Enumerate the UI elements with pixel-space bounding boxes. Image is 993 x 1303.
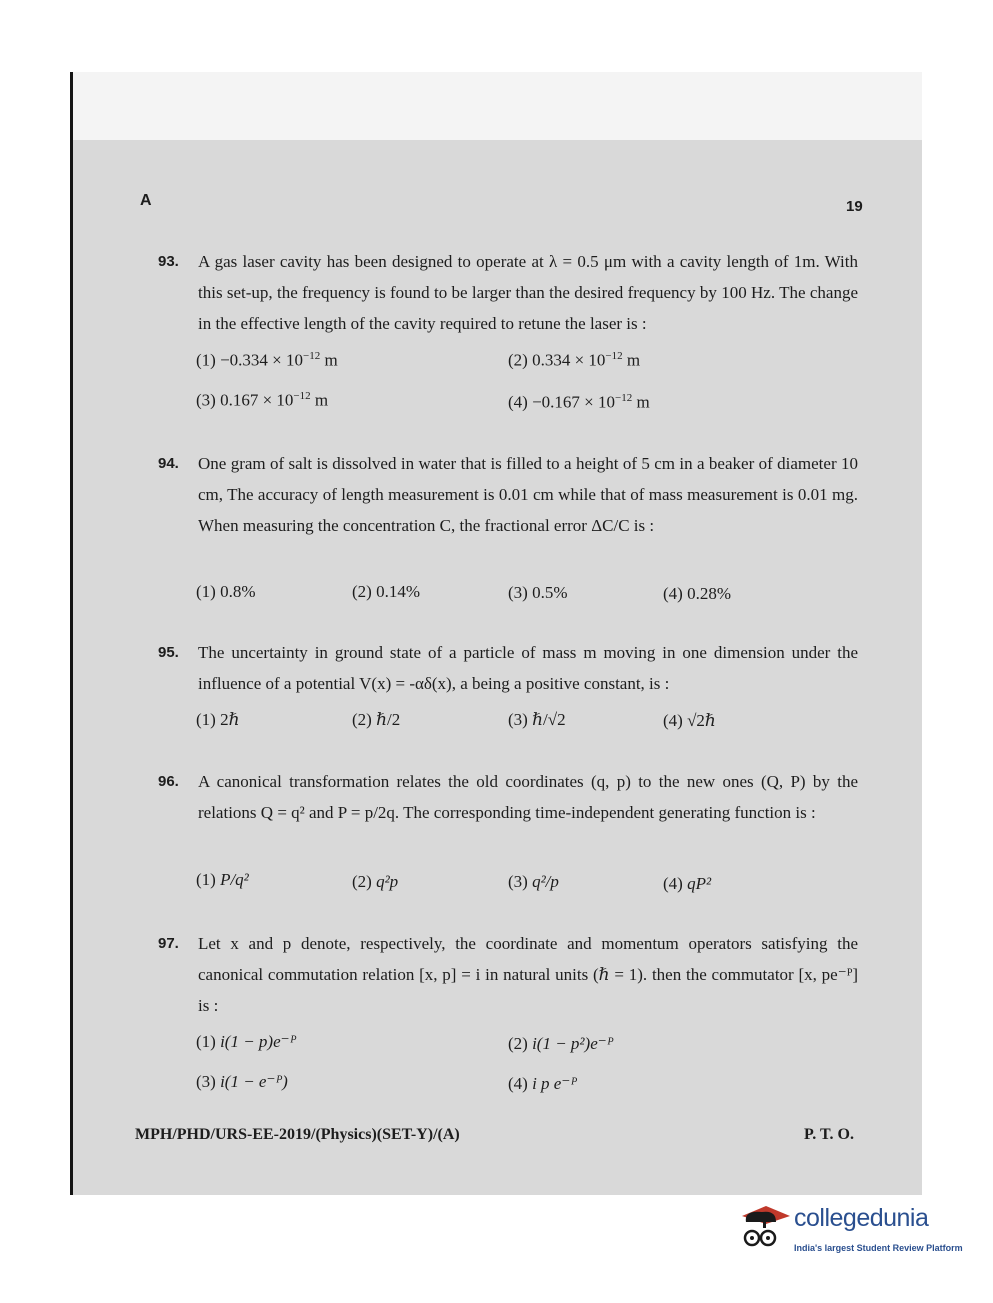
option: (4) √2ℏ [663,711,716,730]
option: (4) i p e⁻ᴾ [508,1074,577,1093]
set-letter: A [140,192,152,209]
option: (3) 0.5% [508,583,568,602]
exam-code: MPH/PHD/URS-EE-2019/(Physics)(SET-Y)/(A) [135,1126,460,1143]
page-top-margin [72,72,922,142]
question-number: 96. [158,773,179,790]
question-number: 94. [158,455,179,472]
collegedunia-logo [736,1198,966,1262]
question-text: Let x and p denote, respectively, the coordinate and momentum operators satisfying the canonical commutation relation [x, p] = i in natural units (ℏ = 1). then the commutator [x, pe⁻ᴾ] is : [198,934,858,1015]
logo-name: collegedunia [794,1204,929,1232]
option: (1) 0.8% [196,582,256,601]
option: (2) ℏ/2 [352,710,401,729]
option: (2) 0.14% [352,582,420,601]
option: (3) q²/p [508,872,559,891]
question-text: One gram of salt is dissolved in water that is filled to a height of 5 cm in a beaker of diameter 10 cm, The accuracy of length measurement is 0.01 cm while that of mass measurement is 0.01 mg. When measuring the concentration C, the fractional error ΔC/C is : [198,454,858,535]
option: (4) 0.28% [663,584,731,603]
pto-label: P. T. O. [804,1126,854,1143]
logo-tagline: India's largest Student Review Platform [794,1243,963,1253]
question-95 [158,637,858,699]
option: (2) i(1 − p²)e⁻ᴾ [508,1034,614,1053]
question-number: 95. [158,644,179,661]
option: (2) $0.334 \times 10^{-12}$ m [508,350,641,370]
option: (3) i(1 − e⁻ᴾ) [196,1072,288,1091]
option: (1) i(1 − p)e⁻ᴾ [196,1032,297,1051]
option: (1) P/q² [196,870,249,889]
mascot-icon [736,1198,792,1258]
question-93 [158,246,858,339]
question-97 [158,928,858,1021]
question-number: 97. [158,935,179,952]
question-94 [158,448,858,541]
option: (3) $0.167 \times 10^{-12}$ m [196,390,329,410]
option: (2) q²p [352,872,399,891]
option: (1) 2ℏ [196,710,240,729]
question-text: A canonical transformation relates the old coordinates (q, p) to the new ones (Q, P) by the relations Q = q² and P = p/2q. The corresponding time-independent generating function is : [198,772,858,822]
page-number: 19 [846,198,863,215]
option: (3) ℏ/√2 [508,710,566,729]
question-number: 93. [158,253,179,270]
question-text: The uncertainty in ground state of a particle of mass m moving in one dimension under the influence of a potential V(x) = -αδ(x), a being a positive constant, is : [198,643,858,693]
option: (4) qP² [663,874,712,893]
option: $(1) -0.334 \times 10^{-12}$ m [196,350,338,370]
question-text: A gas laser cavity has been designed to operate at λ = 0.5 μm with a cavity length of 1m. With this set-up, the frequency is found to be larger than the desired frequency by 100 Hz. The change in the effective length of the cavity required to retune the laser is : [198,252,858,333]
question-96 [158,766,858,828]
option: $(4) -0.167 \times 10^{-12}$ m [508,392,650,412]
scan-edge [70,72,73,1195]
